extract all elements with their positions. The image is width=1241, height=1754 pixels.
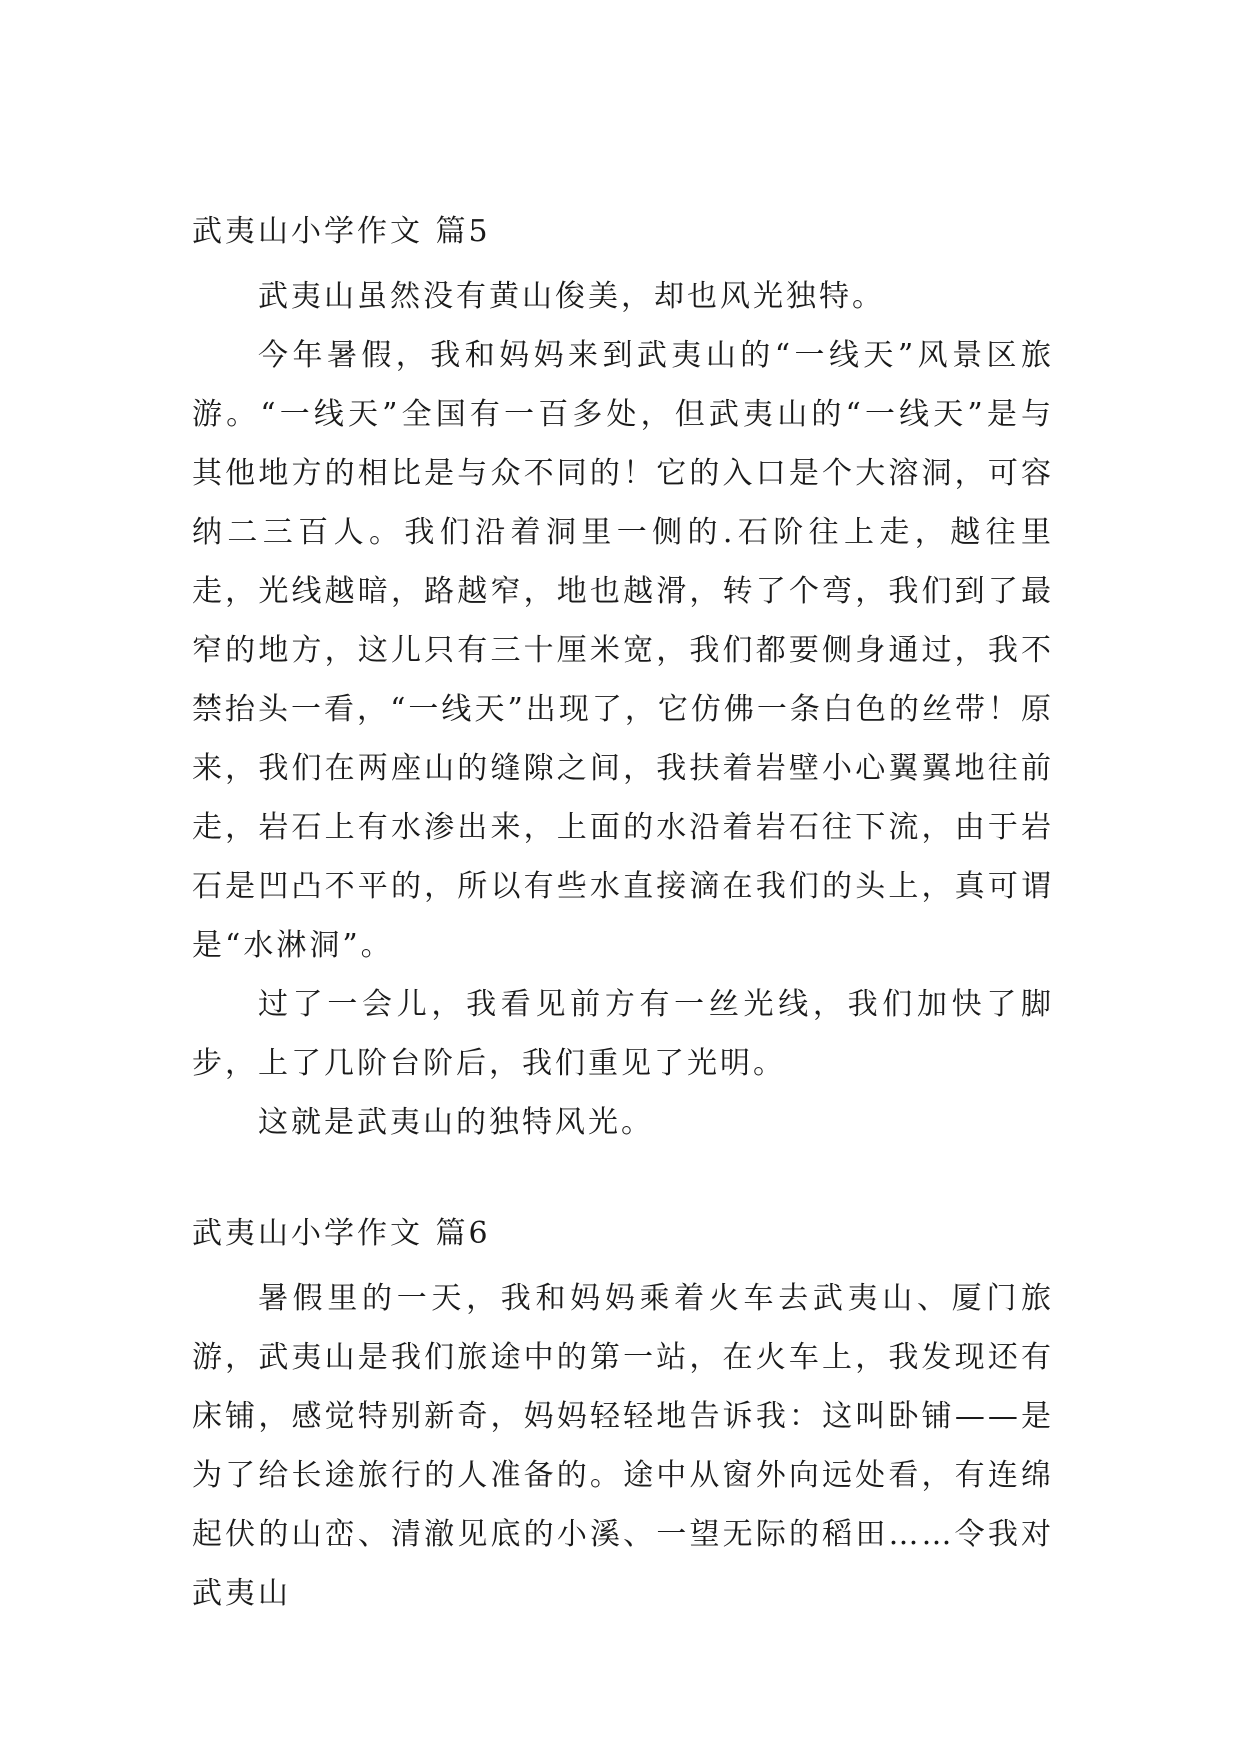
essay-paragraph: 暑假里的一天，我和妈妈乘着火车去武夷山、厦门旅游，武夷山是我们旅途中的第一站，在火车上，我发现还有床铺，感觉特别新奇，妈妈轻轻地告诉我：这叫卧铺——是为了给长途旅行的人准备的。途中从窗外向远处看，有连绵起伏的山峦、清澈见底的小溪、一望无际的稻田……令我对武夷山: [192, 1281, 1054, 1611]
essay-paragraph: 这就是武夷山的独特风光。: [258, 1105, 654, 1140]
document-page: [192, 212, 1054, 1623]
essay-paragraph: 今年暑假，我和妈妈来到武夷山的“一线天”风景区旅游。“一线天”全国有一百多处，但武夷山的“一线天”是与其他地方的相比是与众不同的！它的入口是个大溶洞，可容纳二三百人。我们沿着洞里一侧的.石阶往上走，越往里走，光线越暗，路越窄，地也越滑，转了个弯，我们到了最窄的地方，这儿只有三十厘米宽，我们都要侧身通过，我不禁抬头一看，“一线天”出现了，它仿佛一条白色的丝带！原来，我们在两座山的缝隙之间，我扶着岩壁小心翼翼地往前走，岩石上有水渗出来，上面的水沿着岩石往下流，由于岩石是凹凸不平的，所以有些水直接滴在我们的头上，真可谓是“水淋洞”。: [192, 338, 1054, 963]
essay-title: 武夷山小学作文 篇5: [192, 214, 491, 249]
essay-section-6: [192, 1214, 1054, 1623]
essay-section-5: [192, 212, 1054, 1152]
essay-title: 武夷山小学作文 篇6: [192, 1216, 491, 1251]
essay-paragraph: 武夷山虽然没有黄山俊美，却也风光独特。: [258, 279, 885, 314]
essay-paragraph: 过了一会儿，我看见前方有一丝光线，我们加快了脚步，上了几阶台阶后，我们重见了光明。: [192, 987, 1054, 1081]
